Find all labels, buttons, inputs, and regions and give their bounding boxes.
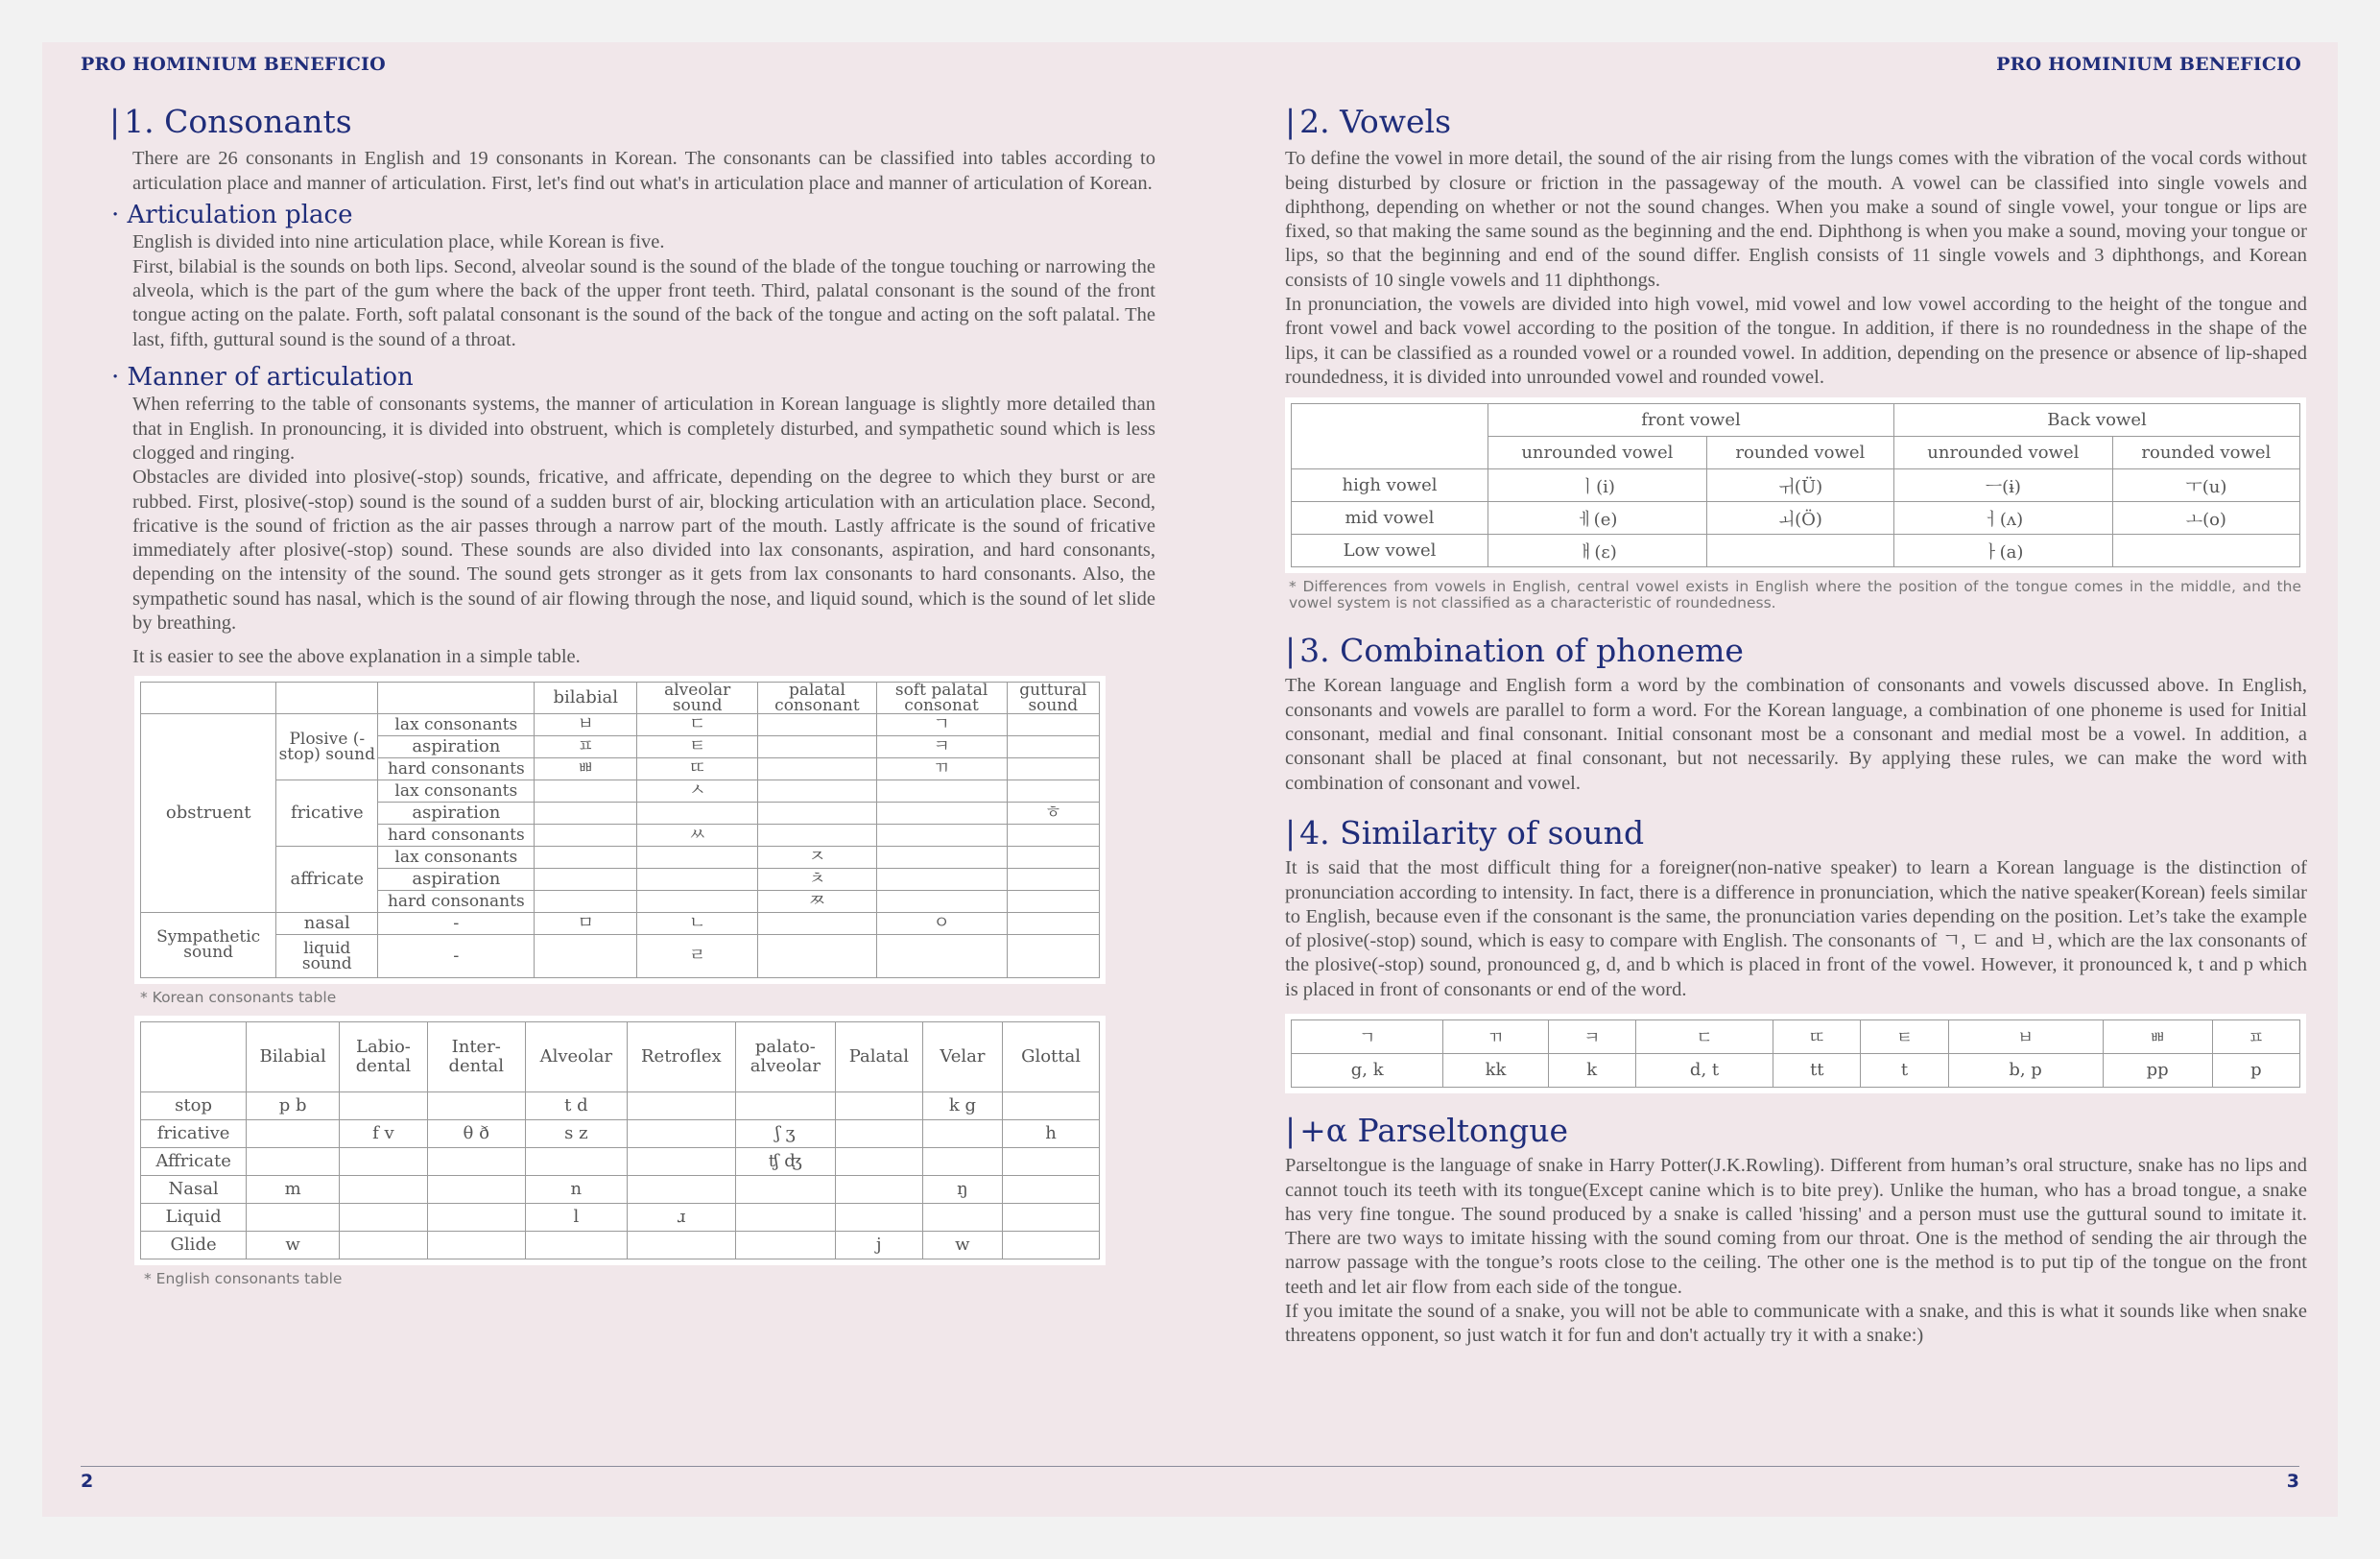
manner-p2: Obstacles are divided into plosive(-stop) sounds, fricative, and affricate, depending on the degree to which they burst or are rubbed. First, plosive(-stop) sound is the sound of a sudden burst of air, blocking articulation with an articulation place. Second, fricative is the sound of friction as the air passes through a narrow part of the mouth. Lastly affricate is the sound of fricative immediately after plosive(-stop) sound. These sounds are also divided into lax consonants, aspiration, and hard consonants, depending on the intensity of the sound. The sound gets stronger as it gets from lax consonants to hard consonants. Also, the sympathetic sound has nasal, which is the sound of air flowing through the nose, and liquid sound, which is the sound of let slide by breathing. <box>132 467 1155 634</box>
table-cell: ㅋ <box>876 735 1007 757</box>
group-label: obstruent <box>141 713 276 912</box>
row-label: Glide <box>141 1231 247 1259</box>
vowels-p2: In pronunciation, the vowels are divided into high vowel, mid vowel and low vowel according to the height of the tongue and front vowel and back vowel according to the position of the tongue. In addition, if there is no roundedness in the shape of the lips, it can be classified as a rounded vowel or a rounded vowel. In addition, depending on the presence or absence of lip-shaped roundedness, it is divided into unrounded vowel and rounded vowel. <box>1285 294 2307 388</box>
table-cell: f v <box>340 1119 428 1147</box>
table-cell: ㅏ(a) <box>1893 535 2112 567</box>
table-cell: ㅃ <box>535 757 637 780</box>
table-cell <box>247 1203 340 1231</box>
table-cell: ㅇ <box>876 912 1007 934</box>
sub-header: unrounded vowel <box>1488 437 1707 469</box>
table-cell: w <box>247 1231 340 1259</box>
table-cell <box>1003 1091 1100 1119</box>
table-cell <box>735 1091 835 1119</box>
parseltongue-p1: Parseltongue is the language of snake in Harry Potter(J.K.Rowling). Different from human’s oral structure, snake has no lips and cannot touch its teeth with its tongue(Except canine which is to bite prey). Unlike the human, who has a broad tongue, a snake has very fine tongue. The sound produced by a snake is called 'hissing' and a person must use the guttural sound to imitate it. There are two ways to imitate hissing with the sound coming from our throat. One is the method of sending the air through the narrow passage with the tongue’s roots close to the ceiling. The other one is the method is to put tip of the tongue on the front teeth and let air flow from each side of the tongue. <box>1285 1155 2307 1298</box>
type-label: lax consonants <box>378 713 535 735</box>
page-number-right: 3 <box>2286 1471 2299 1492</box>
table-cell <box>628 1119 736 1147</box>
table-cell: ㅁ <box>535 912 637 934</box>
table-cell <box>2112 535 2299 567</box>
footer-rule <box>81 1466 2299 1467</box>
table-cell <box>835 1091 922 1119</box>
table-cell: ㅔ(e) <box>1488 502 1707 535</box>
table-cell: ㄱ <box>1292 1019 1443 1053</box>
table-cell: ŋ <box>922 1175 1002 1203</box>
type-label: aspiration <box>378 802 535 824</box>
section-title-combination: | 3. Combination of phoneme <box>1285 632 1744 670</box>
table-cell: pp <box>2103 1053 2212 1087</box>
english-consonants-table <box>140 1021 1100 1259</box>
table-cell <box>628 1231 736 1259</box>
section-title-consonants: | 1. Consonants <box>109 103 352 140</box>
table-cell <box>427 1091 525 1119</box>
table-cell: ㅜ(u) <box>2112 469 2299 502</box>
table-cell: ㅚ(Ö) <box>1706 502 1893 535</box>
table-cell: ㅊ <box>758 868 876 890</box>
table-cell: s z <box>525 1119 627 1147</box>
table-cell <box>340 1203 428 1231</box>
magazine-spread <box>42 42 2338 1517</box>
table-cell <box>1003 1175 1100 1203</box>
table-cell: n <box>525 1175 627 1203</box>
table-cell: - <box>378 912 535 934</box>
col-header: Palatal <box>835 1021 922 1091</box>
sub-header: rounded vowel <box>2112 437 2299 469</box>
manner-p3: It is easier to see the above explanation in a simple table. <box>132 646 581 668</box>
section-title-parseltongue: | +α Parseltongue <box>1285 1111 1569 1149</box>
articulation-place-p1: English is divided into nine articulation place, while Korean is five. <box>132 231 665 253</box>
col-header: soft palatal consonat <box>876 682 1007 713</box>
row-label: Liquid <box>141 1203 247 1231</box>
table-cell: ㅓ(ʌ) <box>1893 502 2112 535</box>
table-cell: ㅗ(o) <box>2112 502 2299 535</box>
table-cell <box>525 1231 627 1259</box>
col-header: Retroflex <box>628 1021 736 1091</box>
table-cell: p b <box>247 1091 340 1119</box>
row-label: high vowel <box>1292 469 1488 502</box>
table-cell: ㅋ <box>1548 1019 1635 1053</box>
col-header: palatal consonant <box>758 682 876 713</box>
table-cell <box>735 1231 835 1259</box>
table-row <box>141 1147 1100 1175</box>
articulation-place-title: · Articulation place <box>111 200 353 229</box>
row-label: fricative <box>141 1119 247 1147</box>
table-cell <box>922 1119 1002 1147</box>
type-label: aspiration <box>378 735 535 757</box>
table-cell: t d <box>525 1091 627 1119</box>
table-cell: ㅐ(ɛ) <box>1488 535 1707 567</box>
table-cell: tt <box>1773 1053 1861 1087</box>
table-cell: ㄹ <box>637 934 758 977</box>
running-header-right: PRO HOMINIUM BENEFICIO <box>1996 54 2301 75</box>
table-cell: ㅂ <box>535 713 637 735</box>
col-header: Labio-dental <box>340 1021 428 1091</box>
articulation-place-p2: First, bilabial is the sounds on both lips. Second, alveolar sound is the sound of the blade of the tongue touching or narrowing the alveola, which is the part of the gum where the back of the upper front teeth. Third, palatal consonant is the sound of the front tongue acting on the palate. Forth, soft palatal consonant is the sound of the back of the tongue and acting on the soft palatal. The last, fifth, guttural sound is the sound of a throat. <box>132 255 1155 350</box>
table-cell: θ ð <box>427 1119 525 1147</box>
group-header: Back vowel <box>1893 404 2299 437</box>
similarity-p1: It is said that the most difficult thing for a foreigner(non-native speaker) to learn a Korean language is the distinction of pronunciation according to intensity. In fact, there is a difference in pronunciation, which the native speaker(Korean) feels similar to English, because even if the consonant is the same, the pronunciation varies depending on the position. Let’s take the example of plosive(-stop) sound, which is easy to compare with English. The consonants of ㄱ, ㄷ and ㅂ, which are the lax consonants of the plosive(-stop) sound, pronounced g, d, and b which is placed in front of the vowel. However, it pronounced k, t and p which is placed in front of consonants or end of the word. <box>1285 857 2307 1000</box>
col-header: Velar <box>922 1021 1002 1091</box>
col-header: Alveolar <box>525 1021 627 1091</box>
table-cell <box>922 1147 1002 1175</box>
table-cell <box>735 1175 835 1203</box>
table-cell <box>835 1203 922 1231</box>
table-cell <box>525 1147 627 1175</box>
table-cell: ㅃ <box>2103 1019 2212 1053</box>
table-row <box>141 1175 1100 1203</box>
table-cell: d, t <box>1635 1053 1773 1087</box>
table-cell: - <box>378 934 535 977</box>
manner-label: Plosive (-stop) sound <box>276 713 378 780</box>
manner-title: · Manner of articulation <box>111 362 414 392</box>
col-header: Inter-dental <box>427 1021 525 1091</box>
table-row <box>1292 1019 2300 1053</box>
table-cell: ㅟ(Ü) <box>1706 469 1893 502</box>
korean-consonants-table-wrap <box>134 676 1106 984</box>
table-cell: ㅉ <box>758 890 876 912</box>
table-cell: ㅍ <box>2212 1019 2299 1053</box>
row-label: Affricate <box>141 1147 247 1175</box>
table-cell: ㅈ <box>758 846 876 868</box>
korean-table-caption: * Korean consonants table <box>140 988 337 1006</box>
table-cell <box>340 1175 428 1203</box>
table-cell: ㅎ <box>1007 802 1099 824</box>
table-cell: ㄸ <box>1773 1019 1861 1053</box>
table-cell: ʧ ʤ <box>735 1147 835 1175</box>
table-cell <box>1003 1231 1100 1259</box>
table-cell: ㄲ <box>876 757 1007 780</box>
table-row <box>141 1231 1100 1259</box>
table-cell: ㅆ <box>637 824 758 846</box>
table-row <box>141 1119 1100 1147</box>
col-header: Bilabial <box>247 1021 340 1091</box>
table-cell: ㄱ <box>876 713 1007 735</box>
table-cell: b, p <box>1948 1053 2103 1087</box>
vowel-table-caption: * Differences from vowels in English, central vowel exists in English where the position of the tongue comes in the middle, and the vowel system is not classified as a characteristic of roundedness. <box>1289 578 2301 612</box>
group-label: Sympathetic sound <box>141 912 276 977</box>
parseltongue-p2: If you imitate the sound of a snake, you will not be able to communicate with a snake, and this is what it sounds like when snake threatens opponent, so just watch it for fun and don't actually try it with a snake:) <box>1285 1301 2307 1347</box>
table-cell <box>427 1175 525 1203</box>
table-cell: ㄷ <box>1635 1019 1773 1053</box>
table-cell <box>340 1091 428 1119</box>
row-label: mid vowel <box>1292 502 1488 535</box>
table-cell <box>1706 535 1893 567</box>
right-page-column <box>1285 102 2307 1349</box>
table-row <box>141 1091 1100 1119</box>
manner-label: affricate <box>276 846 378 912</box>
table-cell <box>735 1203 835 1231</box>
section-title-similarity: | 4. Similarity of sound <box>1285 813 1645 851</box>
table-cell <box>427 1147 525 1175</box>
running-header-left: PRO HOMINIUM BENEFICIO <box>81 54 386 75</box>
table-cell: j <box>835 1231 922 1259</box>
table-cell: w <box>922 1231 1002 1259</box>
table-cell: ʃ ʒ <box>735 1119 835 1147</box>
table-cell: ㄸ <box>637 757 758 780</box>
table-cell <box>340 1147 428 1175</box>
section-title-vowels: | 2. Vowels <box>1285 103 1452 140</box>
type-label: lax consonants <box>378 846 535 868</box>
korean-consonants-table <box>140 682 1100 978</box>
combination-p1: The Korean language and English form a word by the combination of consonants and vowels discussed above. In English, consonants and vowels are parallel to form a word. For the Korean language, a combination of one phoneme is used for Initial consonant, medial and final consonant. Initial consonant most be a consonant and medial most be a vowel. In addition, a consonant shall be placed at final consonant, but not necessarily. By applying these rules, we can make the word with combination of consonant and vowel. <box>1285 675 2307 794</box>
table-cell: ㄴ <box>637 912 758 934</box>
table-cell <box>628 1147 736 1175</box>
table-cell: t <box>1861 1053 1948 1087</box>
manner-p1: When referring to the table of consonants systems, the manner of articulation in Korean language is slightly more detailed than that in English. In pronouncing, it is divided into obstruent, which is completely disturbed, and sympathetic sound which is less clogged and ringing. <box>132 394 1155 464</box>
table-cell: g, k <box>1292 1053 1443 1087</box>
vowel-table-wrap <box>1285 397 2306 573</box>
col-header: palato-alveolar <box>735 1021 835 1091</box>
page-number-left: 2 <box>81 1471 94 1492</box>
table-cell <box>628 1091 736 1119</box>
row-label: Nasal <box>141 1175 247 1203</box>
col-header: guttural sound <box>1007 682 1099 713</box>
col-header: bilabial <box>535 682 637 713</box>
manner-label: nasal <box>276 912 378 934</box>
table-cell <box>628 1175 736 1203</box>
english-table-caption: * English consonants table <box>144 1269 343 1287</box>
col-header: Glottal <box>1003 1021 1100 1091</box>
sound-table-wrap <box>1285 1014 2306 1093</box>
type-label: hard consonants <box>378 757 535 780</box>
table-row <box>1292 1053 2300 1087</box>
table-cell: ㅂ <box>1948 1019 2103 1053</box>
sub-header: rounded vowel <box>1706 437 1893 469</box>
table-cell: ㅣ(i) <box>1488 469 1707 502</box>
table-cell: kk <box>1443 1053 1548 1087</box>
table-cell <box>835 1119 922 1147</box>
table-cell: ㅅ <box>637 780 758 802</box>
table-cell <box>1003 1147 1100 1175</box>
table-cell: ㅡ(ɨ) <box>1893 469 2112 502</box>
table-cell <box>247 1119 340 1147</box>
manner-label: fricative <box>276 780 378 846</box>
table-cell <box>835 1175 922 1203</box>
manner-label: liquid sound <box>276 934 378 977</box>
table-cell: h <box>1003 1119 1100 1147</box>
row-label: Low vowel <box>1292 535 1488 567</box>
table-cell: m <box>247 1175 340 1203</box>
table-cell: p <box>2212 1053 2299 1087</box>
row-label: stop <box>141 1091 247 1119</box>
group-header: front vowel <box>1488 404 1894 437</box>
vowel-table <box>1291 403 2300 567</box>
vowels-p1: To define the vowel in more detail, the sound of the air rising from the lungs comes with the vibration of the vocal cords without being disturbed by closure or friction in the passageway of the mouth. A vowel can be classified into single vowels and diphthong, depending on whether or not the sound changes. When you make a sound of single vowel, your tongue or lips are fixed, so that making the same sound as the beginning and the end. Diphthong is when you make a sound, moving your tongue or lips, so that the beginning and end of the sound differ. English consists of 11 single vowels and 3 diphthongs, and Korean consists of 10 single vowels and 11 diphthongs. <box>1285 148 2307 291</box>
table-cell <box>247 1147 340 1175</box>
table-cell: ㅌ <box>637 735 758 757</box>
table-row <box>141 1203 1100 1231</box>
table-cell <box>922 1203 1002 1231</box>
type-label: lax consonants <box>378 780 535 802</box>
table-cell: k <box>1548 1053 1635 1087</box>
table-cell <box>427 1203 525 1231</box>
table-cell: l <box>525 1203 627 1231</box>
table-cell <box>1003 1203 1100 1231</box>
sound-table <box>1291 1019 2300 1088</box>
english-consonants-table-wrap <box>134 1016 1106 1265</box>
type-label: hard consonants <box>378 890 535 912</box>
type-label: hard consonants <box>378 824 535 846</box>
table-cell <box>340 1231 428 1259</box>
consonants-intro: There are 26 consonants in English and 19 consonants in Korean. The consonants can be classified into tables according to articulation place and manner of articulation. First, let's find out what's in articulation place and manner of articulation of Korean. <box>132 148 1155 194</box>
table-cell: ㄲ <box>1443 1019 1548 1053</box>
table-cell <box>835 1147 922 1175</box>
table-cell <box>427 1231 525 1259</box>
table-cell: ㅌ <box>1861 1019 1948 1053</box>
table-cell: ɹ <box>628 1203 736 1231</box>
table-cell: ㄷ <box>637 713 758 735</box>
table-cell: ㅍ <box>535 735 637 757</box>
col-header: alveolar sound <box>637 682 758 713</box>
sub-header: unrounded vowel <box>1893 437 2112 469</box>
left-page-column <box>109 102 1155 1287</box>
table-cell: k g <box>922 1091 1002 1119</box>
type-label: aspiration <box>378 868 535 890</box>
